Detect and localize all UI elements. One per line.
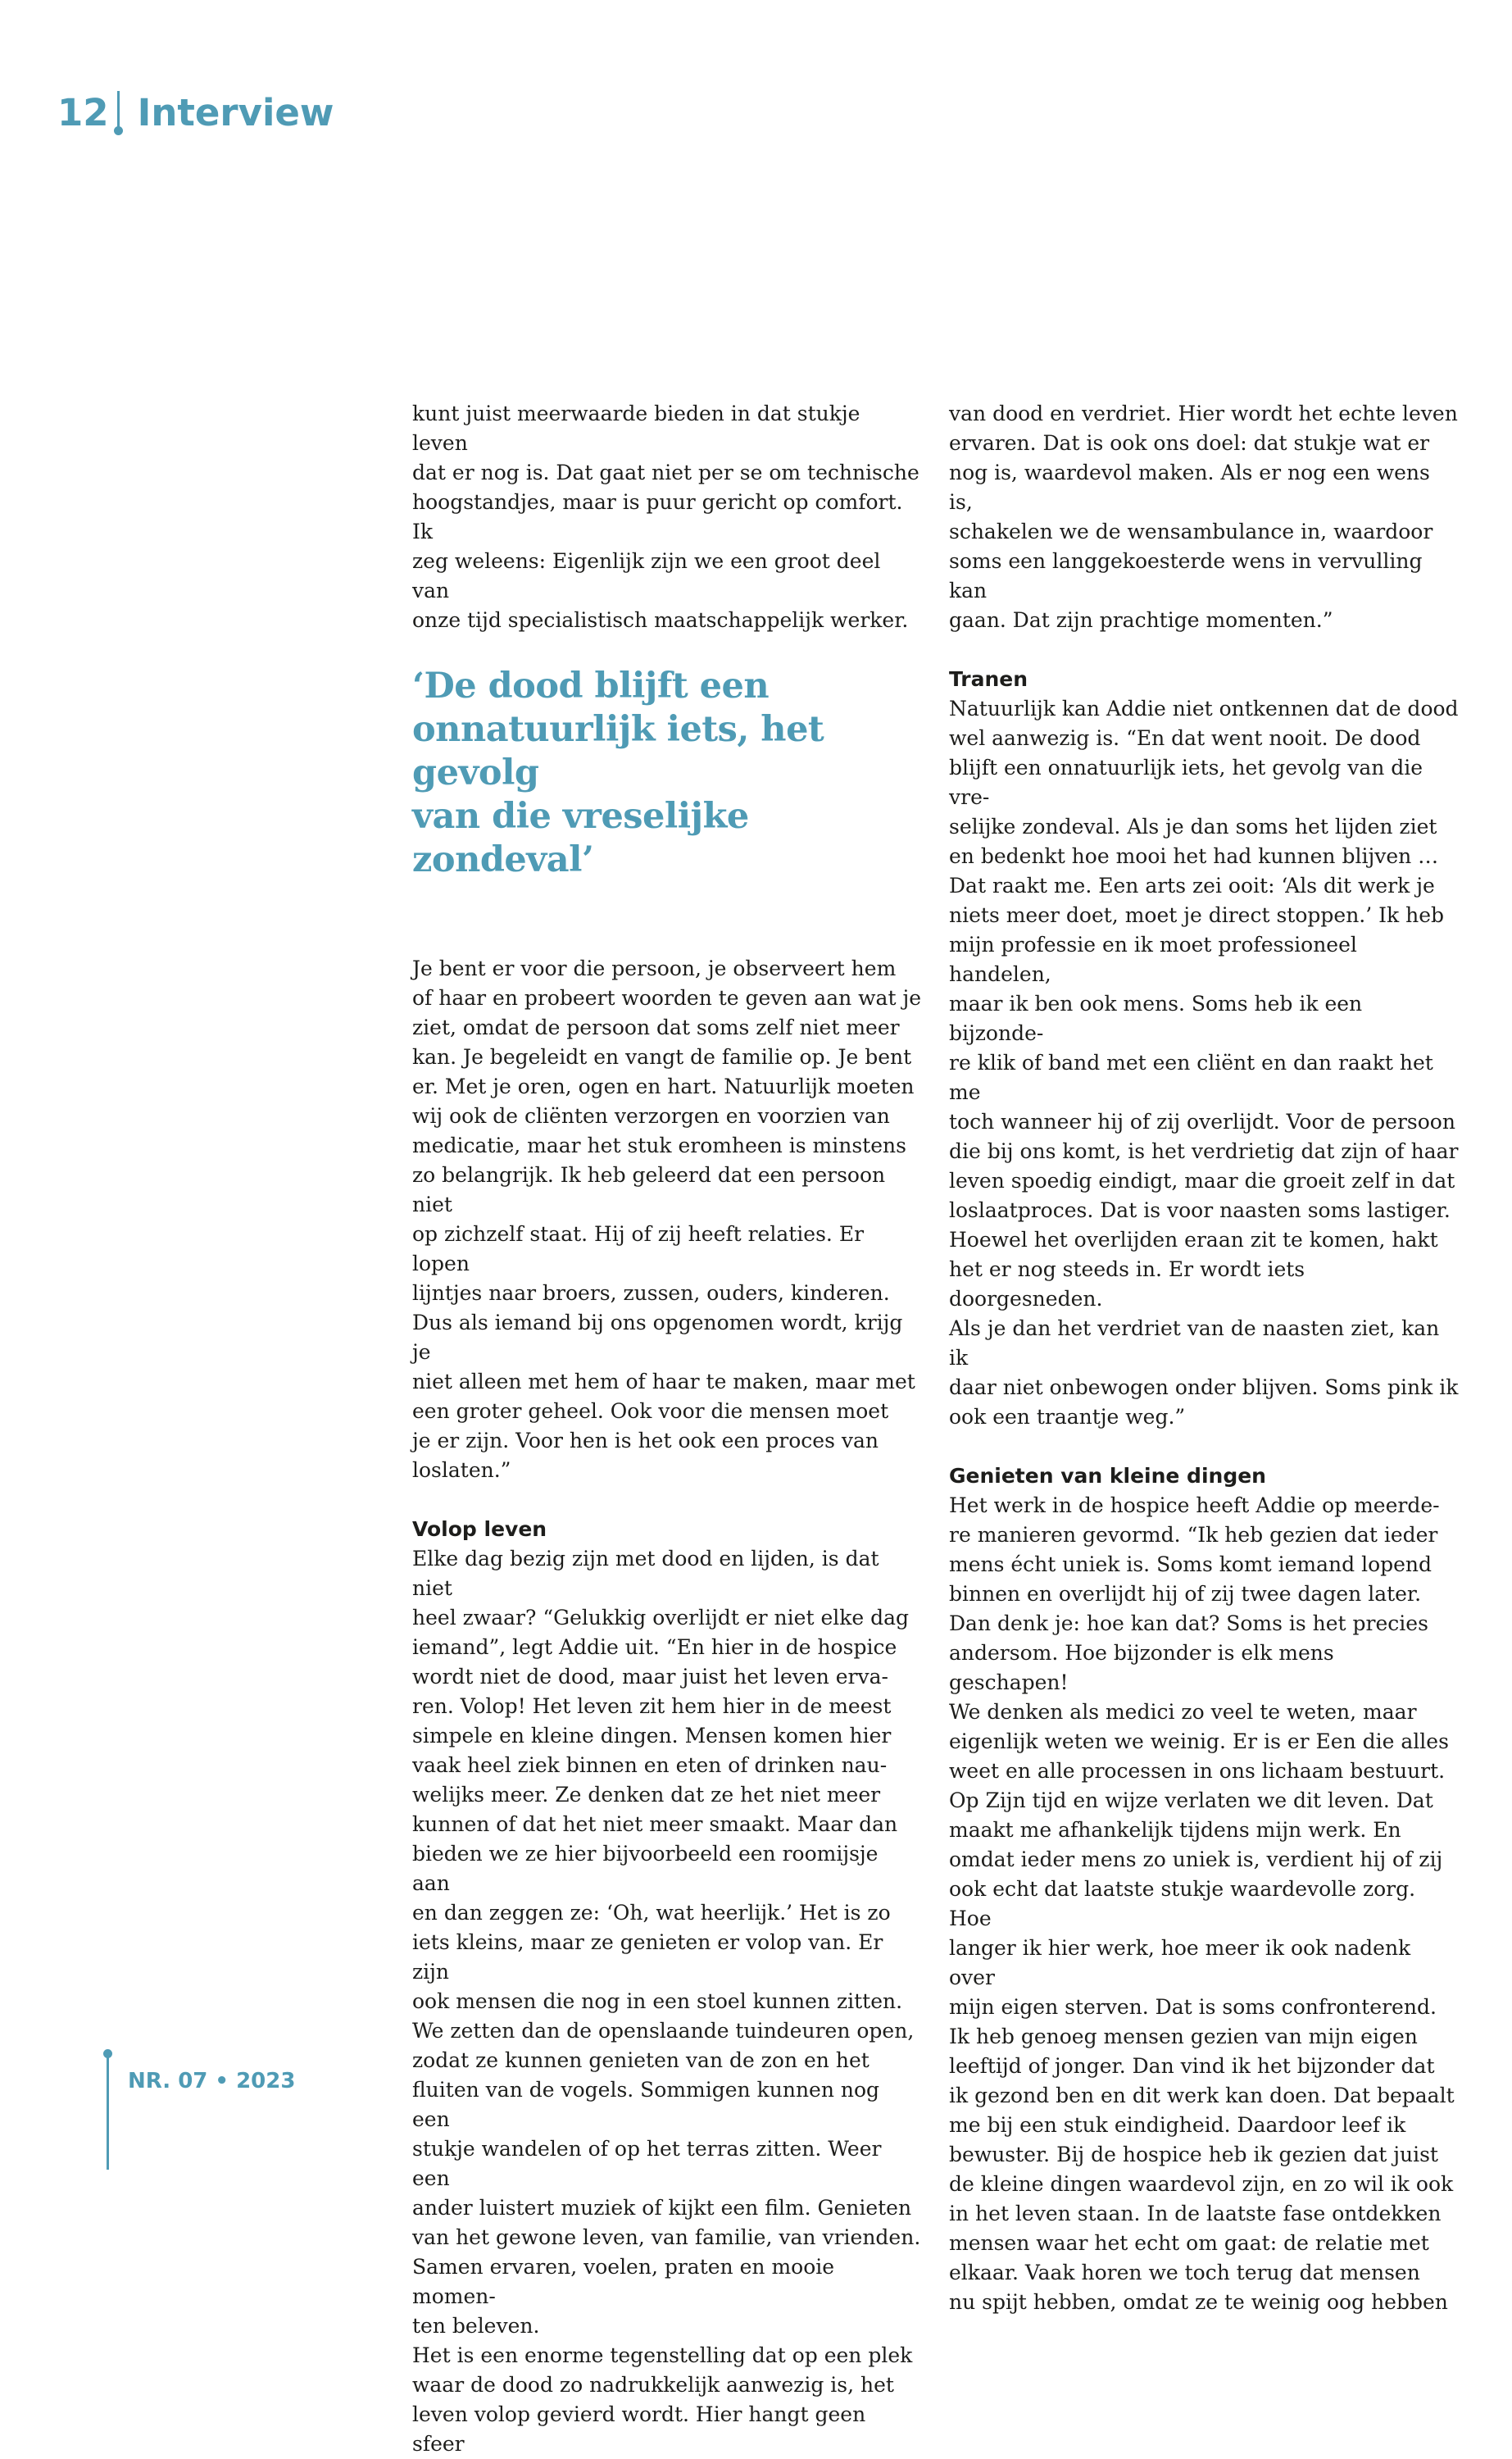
text-line: welijks meer. Ze denken dat ze het niet meer [412,1783,881,1807]
text-line: nog is, waardevol maken. Als er nog een wens is, [949,461,1430,514]
text-line: selijke zondeval. Als je dan soms het lijden ziet [949,815,1437,839]
text-line: ik gezond ben en dit werk kan doen. Dat bepaalt [949,2084,1455,2107]
text-line: je er zijn. Voor hen is het ook een proces van [412,1429,879,1452]
text-line: We denken als medici zo veel te weten, maar [949,1700,1417,1724]
text-line: mijn eigen sterven. Dat is soms confronterend. [949,1995,1437,2019]
text-line: kan. Je begeleidt en vangt de familie op. Je bent [412,1045,912,1069]
subheading-volop-leven: Volop leven [412,1517,547,1541]
text-line: Samen ervaren, voelen, praten en mooie momen- [412,2255,835,2308]
text-line: binnen en overlijdt hij of zij twee dagen later. [949,1582,1422,1606]
text-line: Je bent er voor die persoon, je observeert hem [412,957,897,980]
text-line: van die vreselijke zondeval’ [412,796,749,880]
text-line: hoogstandjes, maar is puur gericht op comfort. Ik [412,490,903,543]
text-line: schakelen we de wensambulance in, waardoor [949,520,1433,543]
text-line: onnatuurlijk iets, het gevolg [412,709,824,793]
text-line: zeg weleens: Eigenlijk zijn we een groot deel van [412,549,881,602]
text-line: gaan. Dat zijn prachtige momenten.” [949,608,1333,632]
text-line: Ik heb genoeg mensen gezien van mijn eigen [949,2025,1418,2048]
text-line: loslaten.” [412,1458,511,1482]
text-line: mijn professie en ik moet professioneel handelen, [949,933,1357,986]
text-line: Het werk in de hospice heeft Addie op meerde- [949,1493,1440,1517]
text-line: wordt niet de dood, maar juist het leven erva- [412,1665,888,1689]
left-section-body [412,1544,922,2459]
text-line: leven volop gevierd wordt. Hier hangt geen sfeer [412,2402,866,2456]
issue-number: NR. 07 • 2023 [128,2069,296,2093]
text-line: bieden we ze hier bijvoorbeeld een roomijsje aan [412,1842,879,1895]
text-line: op zichzelf staat. Hij of zij heeft relaties. Er lopen [412,1222,865,1275]
text-line: loslaatproces. Dat is voor naasten soms lastiger. [949,1198,1451,1222]
footer-divider [107,2053,109,2170]
text-line: zo belangrijk. Ik heb geleerd dat een persoon niet [412,1163,886,1216]
text-line: heel zwaar? “Gelukkig overlijdt er niet elke dag [412,1606,910,1629]
text-line: onze tijd specialistisch maatschappelijk werker. [412,608,909,632]
text-line: er. Met je oren, ogen en hart. Natuurlijk moeten [412,1075,915,1098]
text-line: een groter geheel. Ook voor die mensen moet [412,1399,889,1423]
text-line: mensen waar het echt om gaat: de relatie met [949,2231,1429,2255]
text-line: niet alleen met hem of haar te maken, maar met [412,1370,915,1393]
text-line: kunt juist meerwaarde bieden in dat stukje leven [412,402,860,455]
text-line: van dood en verdriet. Hier wordt het echte leven [949,402,1458,425]
text-line: het er nog steeds in. Er wordt iets doorgesneden. [949,1257,1305,1311]
text-line: vaak heel ziek binnen en eten of drinken nau- [412,1753,888,1777]
text-line: en bedenkt hoe mooi het had kunnen blijven … [949,844,1439,868]
text-line: nu spijt hebben, omdat ze te weinig oog hebben [949,2290,1448,2314]
text-line: de kleine dingen waardevol zijn, en zo wil ik ook [949,2172,1454,2196]
text-line: dat er nog is. Dat gaat niet per se om technische [412,461,919,484]
text-line: of haar en probeert woorden te geven aan wat je [412,986,921,1010]
text-line: soms een langgekoesterde wens in vervulling kan [949,549,1423,602]
right-section-1-body [949,694,1459,1432]
section-title: Interview [137,91,334,134]
right-column [949,399,1459,2317]
text-line: Dan denk je: hoe kan dat? Soms is het precies [949,1611,1428,1635]
text-line: zodat ze kunnen genieten van de zon en het [412,2048,870,2072]
text-line: ook echt dat laatste stukje waardevolle zorg. Hoe [949,1877,1416,1930]
text-line: medicatie, maar het stuk eromheen is minstens [412,1134,906,1157]
text-line: weet en alle processen in ons lichaam bestuurt. [949,1759,1446,1783]
text-line: in het leven staan. In de laatste fase ontdekken [949,2202,1442,2225]
text-line: Dus als iemand bij ons opgenomen wordt, krijg je [412,1311,903,1364]
text-line: Op Zijn tijd en wijze verlaten we dit leven. Dat [949,1789,1433,1812]
text-line: eigenlijk weten we weinig. Er is er Een die alles [949,1729,1449,1753]
text-line: ziet, omdat de persoon dat soms zelf niet meer [412,1016,900,1039]
text-line: simpele en kleine dingen. Mensen komen hier [412,1724,892,1748]
right-intro [949,399,1459,635]
page-header [57,89,334,138]
text-line: fluiten van de vogels. Sommigen kunnen nog een [412,2078,880,2131]
text-line: van het gewone leven, van familie, van vrienden. [412,2225,921,2249]
text-line: Natuurlijk kan Addie niet ontkennen dat de dood [949,697,1459,720]
text-line: omdat ieder mens zo uniek is, verdient hij of zij [949,1848,1443,1871]
text-line: re manieren gevormd. “Ik heb gezien dat ieder [949,1523,1438,1547]
subheading-tranen: Tranen [949,667,1028,691]
text-line: wel aanwezig is. “En dat went nooit. De dood [949,726,1421,750]
text-line: We zetten dan de openslaande tuindeuren open, [412,2019,915,2043]
text-line: langer ik hier werk, hoe meer ik ook nadenk over [949,1936,1411,1989]
text-line: iets kleins, maar ze genieten er volop van. Er zijn [412,1930,883,1984]
text-line: re klik of band met een cliënt en dan raakt het me [949,1051,1433,1104]
text-line: Elke dag bezig zijn met dood en lijden, is dat niet [412,1547,879,1600]
text-line: waar de dood zo nadrukkelijk aanwezig is, het [412,2373,894,2397]
text-line: iemand”, legt Addie uit. “En hier in de hospice [412,1635,897,1659]
text-line: Dat raakt me. Een arts zei ooit: ‘Als dit werk je [949,874,1435,898]
text-line: leven spoedig eindigt, maar die groeit zelf in dat [949,1169,1455,1193]
text-line: ‘De dood blijft een [412,666,770,707]
text-line: ten beleven. [412,2314,540,2338]
text-line: daar niet onbewogen onder blijven. Soms pink ik [949,1375,1459,1399]
left-body [412,954,922,1485]
text-line: maar ik ben ook mens. Soms heb ik een bijzonde- [949,992,1363,1045]
text-line: Het is een enorme tegenstelling dat op een plek [412,2343,913,2367]
right-section-2-body [949,1491,1459,2317]
text-line: en dan zeggen ze: ‘Oh, wat heerlijk.’ Het is zo [412,1901,891,1925]
text-line: die bij ons komt, is het verdrietig dat zijn of haar [949,1139,1459,1163]
text-line: Als je dan het verdriet van de naasten ziet, kan ik [949,1316,1440,1370]
text-line: kunnen of dat het niet meer smaakt. Maar dan [412,1812,898,1836]
text-line: lijntjes naar broers, zussen, ouders, kinderen. [412,1281,890,1305]
left-column [412,399,922,2459]
text-line: blijft een onnatuurlijk iets, het gevolg van die vre- [949,756,1423,809]
text-line: ook mensen die nog in een stoel kunnen zitten. [412,1989,903,2013]
page-number: 12 [57,91,109,134]
text-line: ander luistert muziek of kijkt een film. Genieten [412,2196,912,2220]
text-line: bewuster. Bij de hospice heb ik gezien dat juist [949,2143,1438,2166]
pull-quote [412,665,922,882]
text-line: me bij een stuk eindigheid. Daardoor leef ik [949,2113,1406,2137]
text-line: ren. Volop! Het leven zit hem hier in de meest [412,1694,892,1718]
text-line: wij ook de cliënten verzorgen en voorzien van [412,1104,890,1128]
text-line: toch wanneer hij of zij overlijdt. Voor de persoon [949,1110,1455,1134]
text-line: ook een traantje weg.” [949,1405,1186,1429]
text-line: leeftijd of jonger. Dan vind ik het bijzonder dat [949,2054,1435,2078]
text-line: niets meer doet, moet je direct stoppen.’ Ik heb [949,903,1445,927]
text-line: andersom. Hoe bijzonder is elk mens geschapen! [949,1641,1334,1694]
left-intro [412,399,922,635]
text-line: ervaren. Dat is ook ons doel: dat stukje wat er [949,431,1430,455]
text-line: Hoewel het overlijden eraan zit te komen, hakt [949,1228,1438,1252]
text-line: mens écht uniek is. Soms komt iemand lopend [949,1552,1433,1576]
header-divider [117,91,120,130]
text-line: stukje wandelen of op het terras zitten. Weer een [412,2137,882,2190]
subheading-genieten: Genieten van kleine dingen [949,1464,1266,1488]
text-line: elkaar. Vaak horen we toch terug dat mensen [949,2261,1420,2284]
text-line: maakt me afhankelijk tijdens mijn werk. En [949,1818,1401,1842]
